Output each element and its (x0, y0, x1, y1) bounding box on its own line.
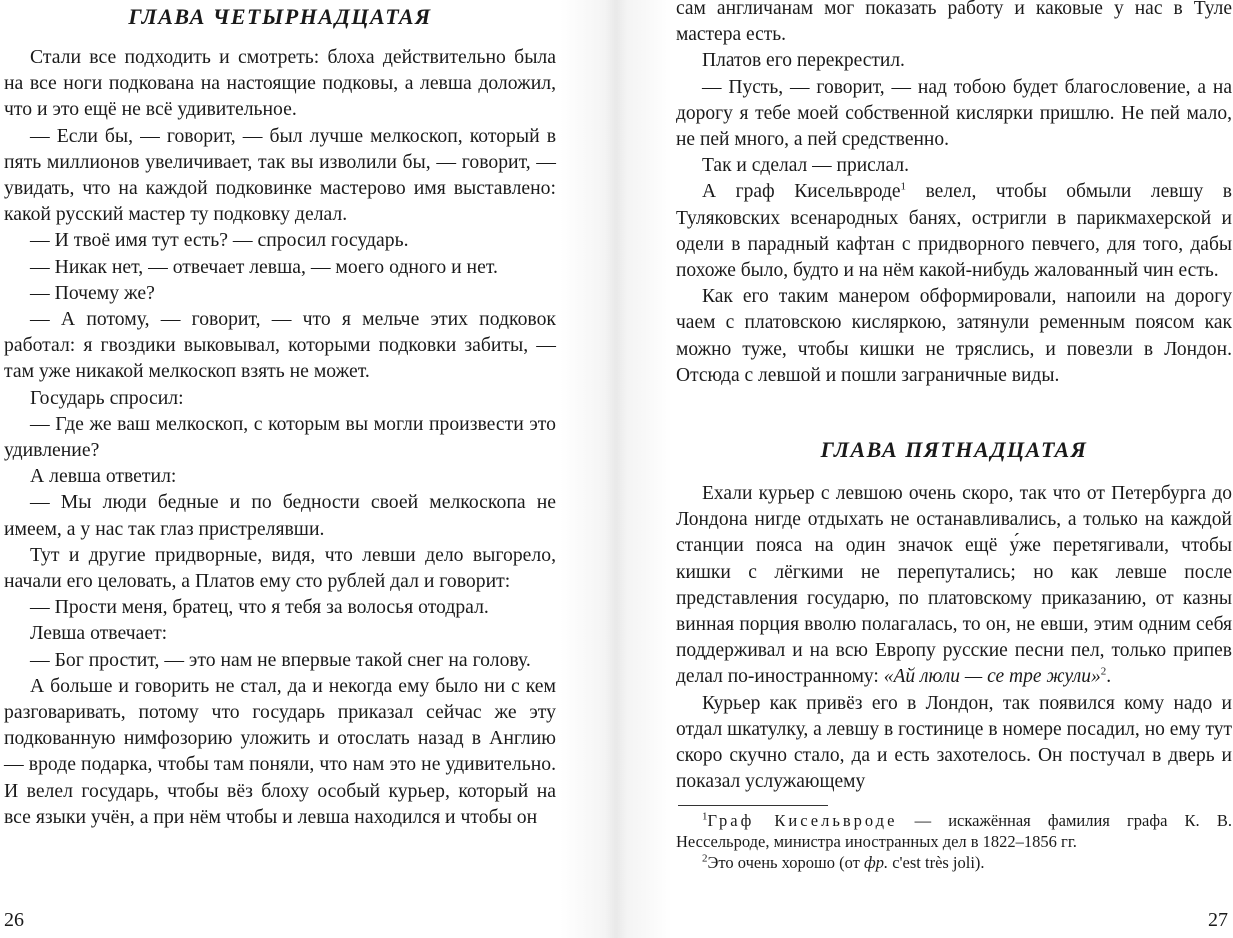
footnote-2-after: c'est très joli). (888, 853, 985, 873)
footnote-1 (676, 810, 1232, 852)
journey-song: «Ай люли — се тре жули» (883, 666, 1101, 688)
paragraph: — Если бы, — говорит, — был лучше мелкоскоп, который в пять миллионов увеличивает, так вы изволили бы, — говорит, — увидать, что на каждой подковинке мастерово имя выставлено: какой русский мастер ту подковку делал. (4, 124, 556, 226)
footnote-1-text: — искажённая фамилия графа К. В. Нессельроде, министра иностранных дел в 1822–1856 гг. (676, 811, 1232, 852)
paragraph: А больше и говорить не стал, да и некогда ему было ни с кем разговаривать, потому что государь приказал сейчас же эту подкованную нимфозорию уложить и отослать назад в Англию — вроде подарка, чтобы там поняли, что нам это не удивительно. И велел государь, чтобы вёз блоху особый курьер, который на все языки учён, а при нём чтобы и левша находился и чтобы он (4, 674, 556, 828)
heading-spacer (676, 389, 1232, 437)
continued-paragraph: сам англичанам мог показать работу и каковые у нас в Туле мастера есть. (676, 0, 1232, 46)
page-number-left: 26 (4, 909, 24, 931)
footnote-1-number: 1 (702, 810, 708, 823)
footnote-ref-2: 2 (1100, 665, 1107, 678)
page-number-right: 27 (1208, 909, 1228, 931)
paragraph: А левша ответил: (30, 465, 177, 488)
right-page (672, 0, 1233, 938)
paragraph: — Никак нет, — отвечает левша, — моего одного и нет. (30, 255, 498, 278)
footnote-ref-1: 1 (900, 180, 907, 193)
paragraph: — Мы люди бедные и по бедности своей мелкоскопа не имеем, а у нас так глаз пристрелявши. (4, 491, 556, 540)
right-page-content (676, 0, 1232, 873)
paragraph: Тут и другие придворные, видя, что левши дело выгорело, начали его целовать, а Платов ему сто рублей дал и говорит: (4, 543, 556, 593)
chapter-heading-15: ГЛАВА ПЯТНАДЦАТАЯ (820, 437, 1088, 463)
paragraph: — Бог простит, — это нам не впервые такой снег на голову. (30, 648, 531, 671)
paragraph: — И твоё имя тут есть? — спросил государь. (30, 229, 409, 252)
paragraph-london: Курьер как привёз его в Лондон, так появился кому надо и отдал шкатулку, а левшу в гостинице в номере посадил, но ему тут скоро скучно стало, да и есть захотелось. Он постучал в дверь и показал услужающему (676, 692, 1232, 793)
paragraph: — Прости меня, братец, что я тебя за волосья отодрал. (30, 596, 489, 619)
paragraph: — Где же ваш мелкоскоп, с которым вы могли произвести это удивление? (4, 412, 556, 462)
footnote-2-before: Это очень хорошо (от (707, 853, 865, 873)
footnote-rule (678, 805, 828, 806)
paragraph: Платов его перекрестил. (702, 50, 905, 72)
paragraph: — Пусть, — говорит, — над тобою будет благословение, а на дорогу я тебе моей собственной кислярки пришлю. Не пей мало, не пей много, а пей средственно. (676, 76, 1232, 151)
kiselvrode-before: А граф Кисельвроде (702, 181, 901, 203)
right-paragraphs-a (676, 48, 1232, 179)
kiselvrode-after: велел, чтобы обмыли левшу в Туляковских всенародных банях, остригли в парикмахерской и одели в парадный кафтан с придворного певчего, для того, дабы похоже было, будто и на нём какой-нибудь жалованный чин есть. (676, 181, 1232, 282)
journey-end: . (1106, 666, 1112, 688)
footnote-2 (676, 852, 1232, 873)
journey-text: Ехали курьер с левшою очень скоро, так что от Петербурга до Лондона нигде отдыхать не останавливались, а только на каждой станции пояса на один значок ещё у́же перетягивали, чтобы кишки с лёгкими не перепутались; но как левше после представления государю, по платовскому приказанию, от казны винная порция вволю полагалась, то он, не евши, этим одним себя поддерживал и на всю Европу русские песни пел, только припев делал по-иностранному: (676, 483, 1232, 688)
chapter-heading-14: ГЛАВА ЧЕТЫРНАДЦАТАЯ (128, 4, 432, 29)
paragraph: — А потому, — говорит, — что я мельче этих подковок работал: я гвоздики выковывал, которыми подковки забиты, — там уже никакой мелкоскоп взять не может. (4, 308, 556, 383)
paragraph-departure: Как его таким манером обформировали, напоили на дорогу чаем с платовскою кисляркою, затянули ременным поясом как можно туже, чтобы кишки не тряслись, и повезли в Лондон. Отсюда с левшой и пошли заграничные виды. (676, 286, 1232, 386)
paragraph: Стали все подходить и смотреть: блоха действительно была на все ноги подкована на настоящие подковы, а левша доложил, что и это ещё не всё удивительное. (4, 46, 556, 121)
paragraph: Так и сделал — прислал. (702, 155, 909, 177)
footnote-1-term: Граф Кисельвроде (707, 811, 898, 831)
book-gutter (560, 0, 672, 938)
footnotes (676, 805, 1232, 873)
footnote-2-italic: фр. (864, 853, 889, 873)
paragraph-journey (676, 481, 1232, 691)
paragraph: Левша отвечает: (30, 622, 168, 645)
left-paragraphs (4, 44, 556, 830)
paragraph-kiselvrode (676, 179, 1232, 284)
paragraph: Государь спросил: (30, 386, 184, 409)
left-page (0, 0, 560, 938)
paragraph: — Почему же? (30, 281, 155, 304)
footnote-2-number: 2 (702, 852, 708, 865)
left-page-content (4, 4, 556, 830)
